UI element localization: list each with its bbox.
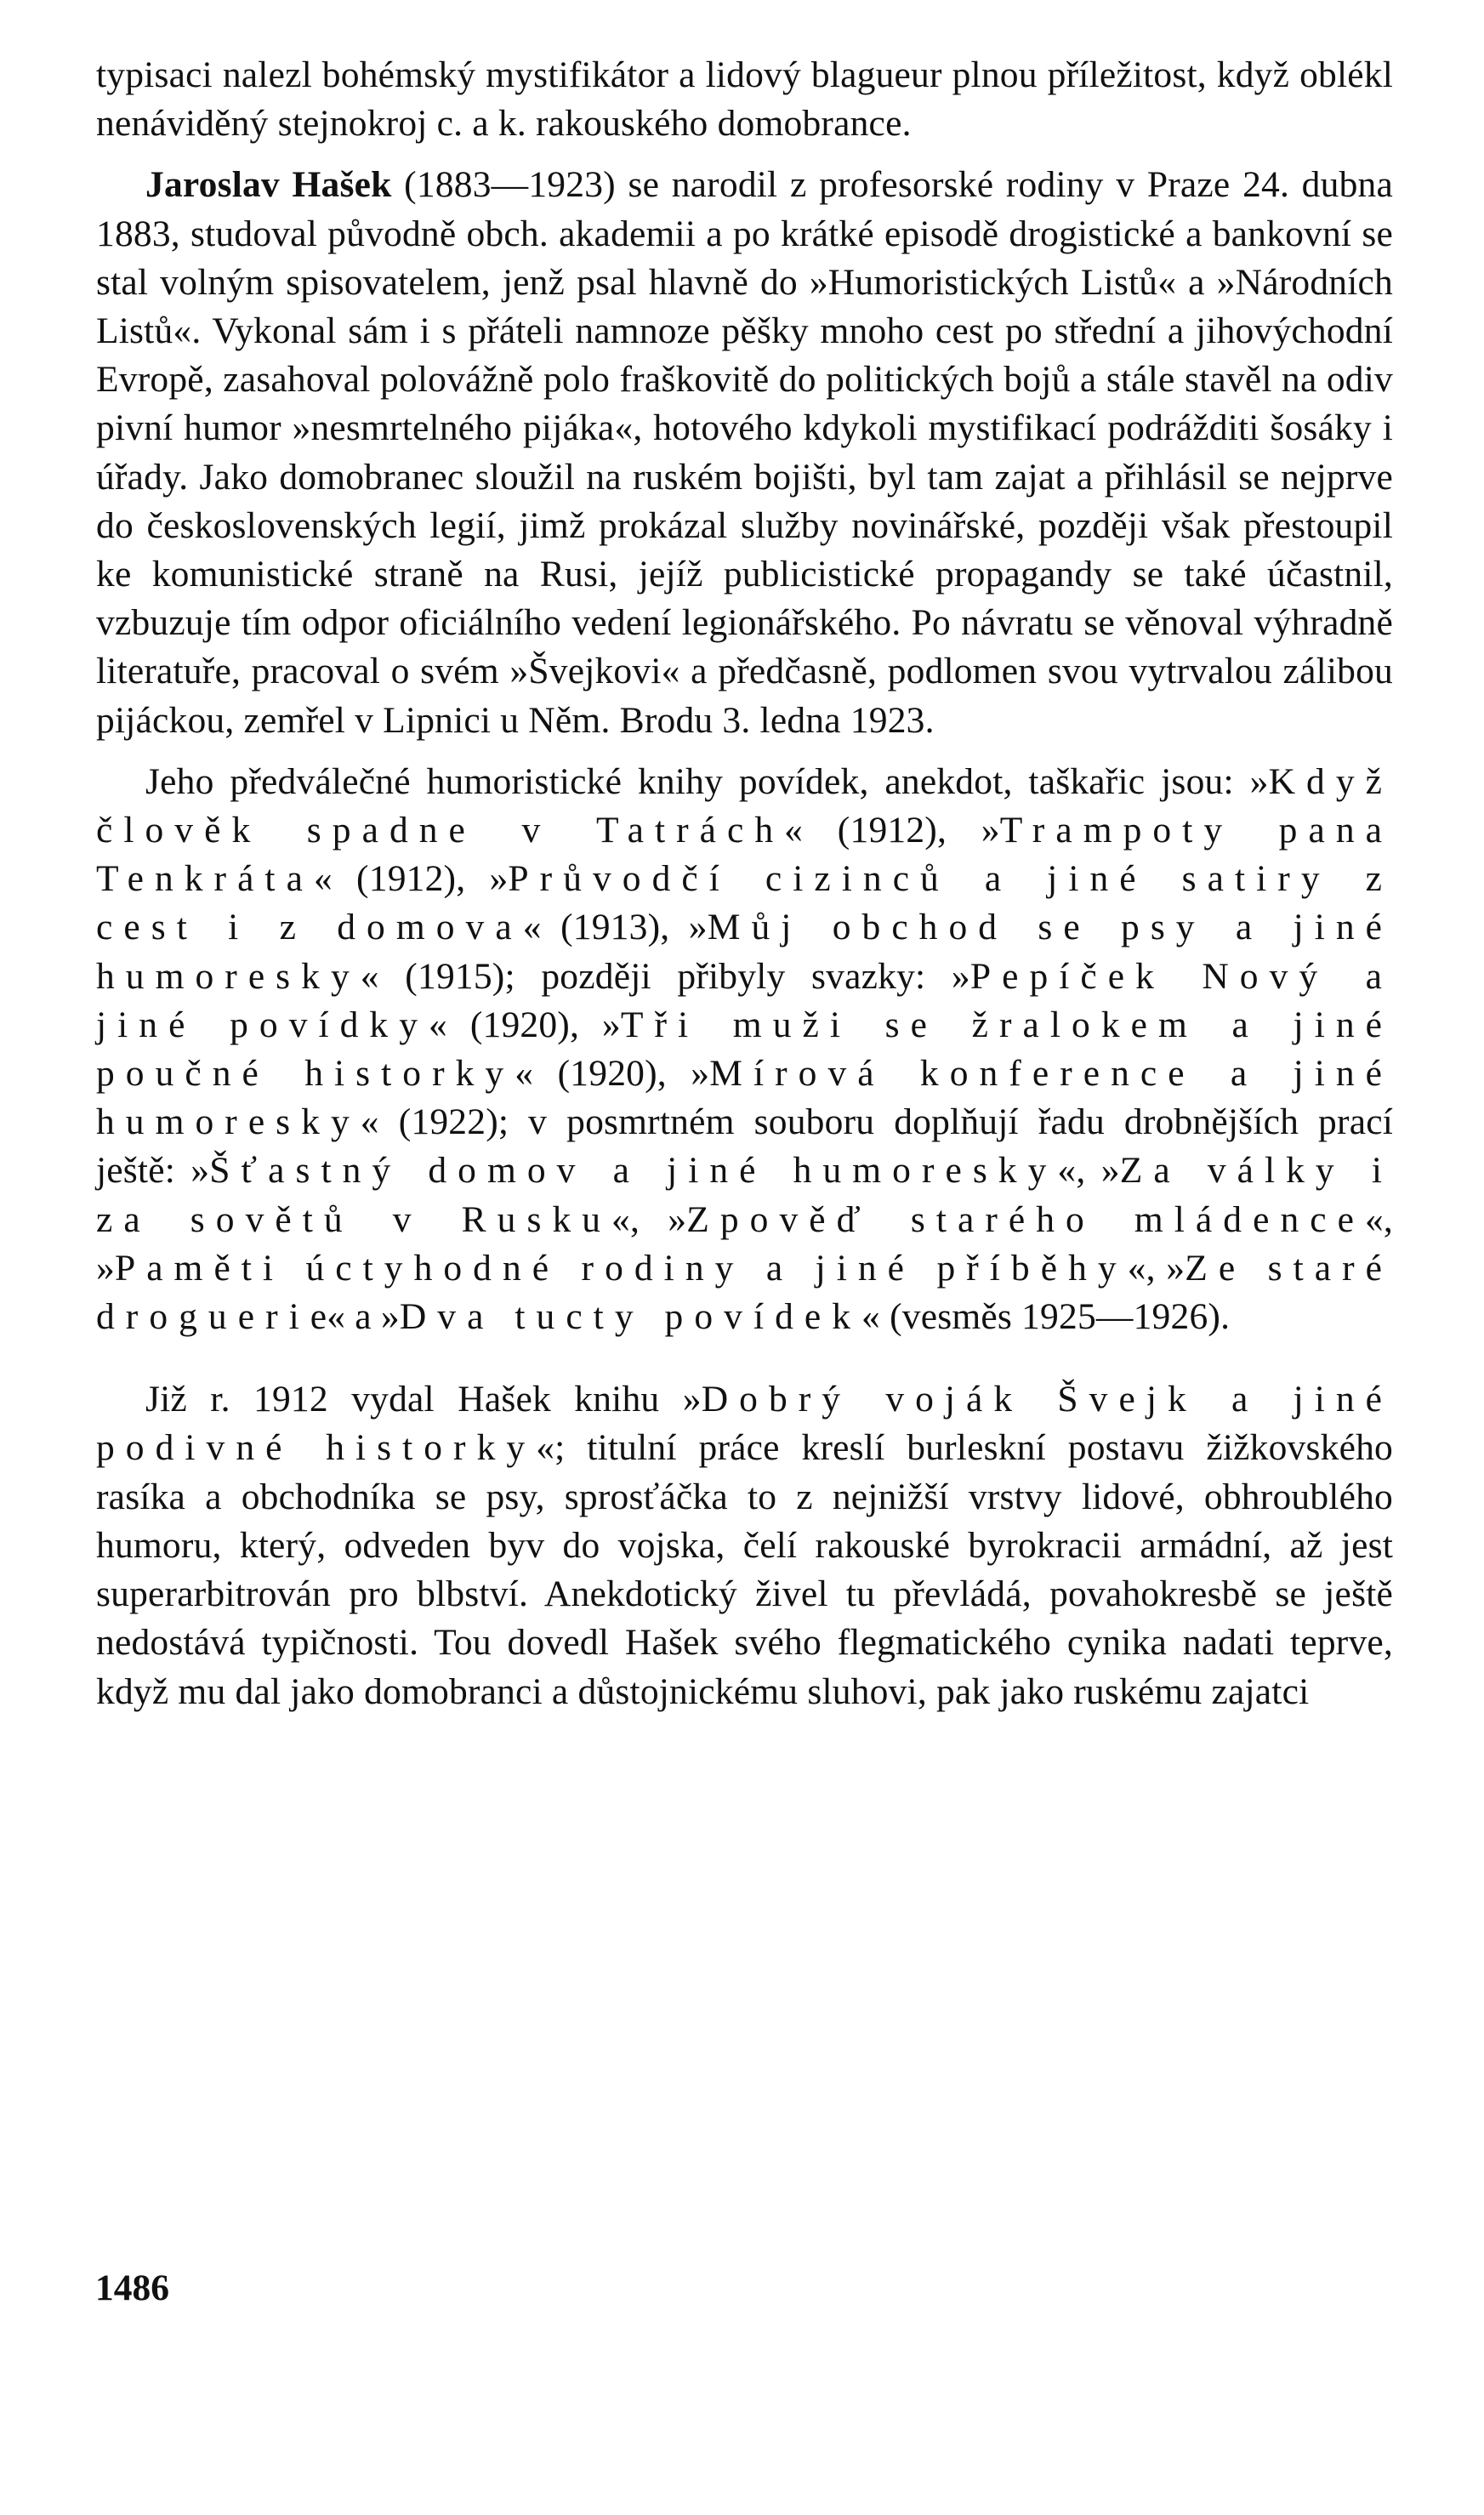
book-title: Za války i za sovětů v Rusku — [96, 1150, 1394, 1240]
book-title: Tři muži se žralokem a jiné poučné historky — [96, 1004, 1394, 1095]
book-title: Trampoty pana Tenkráta — [96, 810, 1393, 900]
book-title: Dva tucty povídek — [399, 1296, 862, 1338]
text-run: Již r. 1912 vydal Hašek knihu » — [145, 1379, 702, 1420]
book-title: Mírová konference a jiné humoresky — [96, 1053, 1393, 1143]
book-title: Průvodčí cizinců a jiné satiry z cest i z domova — [96, 858, 1393, 948]
text-run: « (1920), » — [515, 1053, 710, 1095]
paragraph-text: typisaci nalezl bohémský mystifikátor a lidový blagueur plnou příležitost, když oblékl nenáviděný stejnokroj c. a k. rakouského domobrance. — [96, 54, 1393, 145]
text-run: «, » — [96, 1198, 1393, 1289]
paragraph-text: (1883—1923) se narodil z profesorské rodiny v Praze 24. dubna 1883, studoval původně obch. akademii a po krátké episodě drogistické a bankovní se stal volným spisovatelem, jenž psal hlavně do »Humoristických Listů« a »Národních Listů«. Vykonal sám i s přáteli namnoze pěšky mnoho cest po střední a jihovýchodní Evropě, zasahoval polovážně polo fraškovitě do politických bojů a stále stavěl na odiv pivní humor »nesmrtelného pijáka«, hotového kdykoli mystifikací podrážditi šosáky i úřady. Jako domobranec sloužil na ruském bojišti, byl tam zajat a přihlásil se nejprve do československých legií, jimž prokázal služby novinářské, později však přestoupil ke komunistické straně na Rusi, jejíž publicistické propagandy se také účastnil, vzbuzuje tím odpor oficiálního vedení legionářského. Po návratu se věnoval výhradně literatuře, pracoval o svém »Švejkovi« a předčasně, podlomen svou vytrvalou zálibou pijáckou, zemřel v Lipnici u Něm. Brodu 3. ledna 1923. — [96, 164, 1393, 741]
paragraph-svejk — [96, 1375, 1393, 1716]
page-body — [96, 51, 1393, 1716]
text-run: « (1922); v posmrtném souboru doplňují řadu drobnějších prací ještě: » — [96, 1101, 1393, 1192]
paragraph-bibliography — [96, 758, 1393, 1341]
text-run: « (1913), » — [522, 907, 708, 948]
book-title: Ze staré drogueri — [96, 1247, 1393, 1338]
text-run: « (1912), » — [313, 858, 509, 900]
book-title: Můj obchod se psy a jiné humoresky — [96, 907, 1393, 997]
book-title: Dobrý voják Švejk a jiné podivné historky — [96, 1379, 1393, 1469]
book-title: Paměti úctyhodné rodiny a jiné příběhy — [114, 1247, 1128, 1289]
text-run: «, » — [1057, 1150, 1120, 1192]
book-title: Pepíček Nový a jiné povídky — [96, 955, 1393, 1045]
book-title: Šťastný domov a jiné humoresky — [209, 1150, 1058, 1192]
paragraph-continuation — [96, 51, 1393, 148]
author-name: Jaroslav Hašek — [145, 164, 392, 206]
text-run: « (1915); později přibyly svazky: » — [360, 955, 970, 997]
page-number: 1486 — [95, 2267, 169, 2308]
text-run: « (vesměs 1925—1926). — [861, 1296, 1231, 1338]
book-title: Když člověk spadne v Tatrách — [96, 760, 1393, 851]
text-run: Jeho předválečné humoristické knihy povídek, anekdot, taškařic jsou: » — [145, 760, 1269, 802]
text-run: « (1920), » — [429, 1004, 621, 1045]
book-title: Zpověď starého mládence — [686, 1198, 1365, 1240]
text-run: «, » — [1127, 1247, 1185, 1289]
text-run: e« a » — [310, 1296, 400, 1338]
text-run: «; titulní práce kreslí burleskní postavu žižkovského rasíka a obchodníka se psy, sprosťáčka to z nejnižší vrstvy lidové, obhroublého humoru, který, odveden byv do vojska, čelí rakouské byrokracii armádní, až jest superarbitrován pro blbství. Anekdotický živel tu převládá, povahokresbě se ještě nedostává typičnosti. Tou dovedl Hašek svého flegmatického cynika nadati teprve, když mu dal jako domobranci a důstojnickému sluhovi, pak jako ruskému zajatci — [96, 1427, 1393, 1712]
text-run: « (1912), » — [784, 810, 1000, 851]
paragraph-biography — [96, 161, 1393, 744]
text-run: «, » — [611, 1198, 687, 1240]
